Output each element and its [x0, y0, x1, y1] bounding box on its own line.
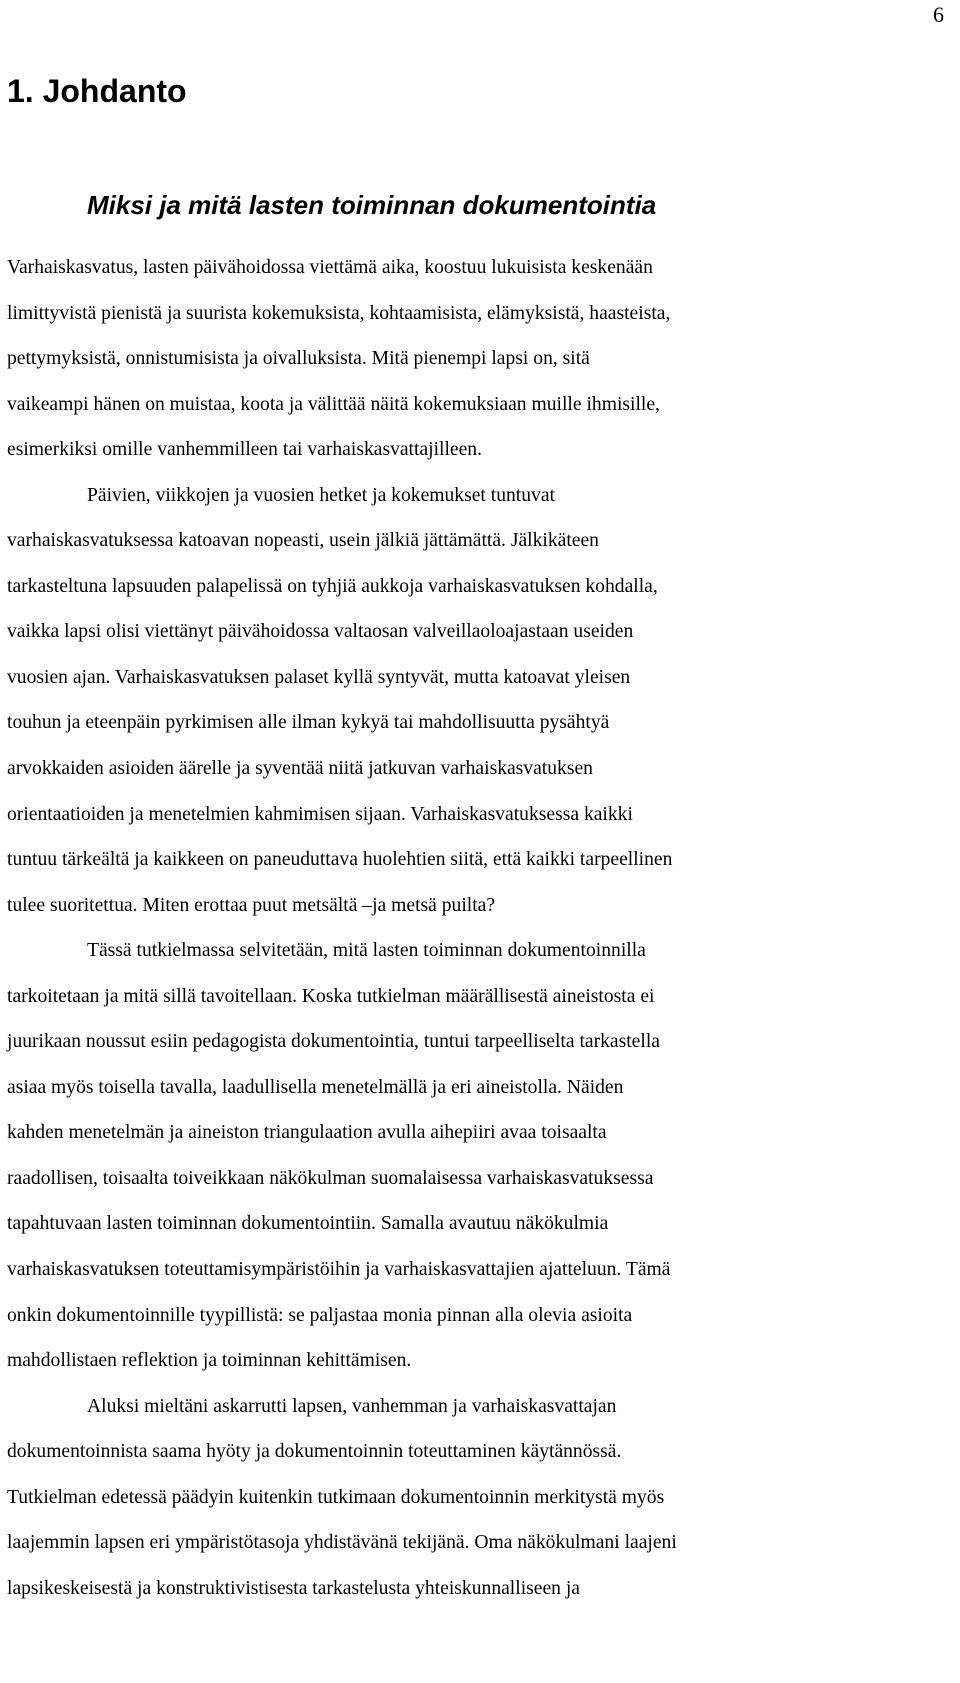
text-line: vuosien ajan. Varhaiskasvatuksen palaset kyllä syntyvät, mutta katoavat yleisen — [7, 666, 631, 688]
section-heading: Miksi ja mitä lasten toiminnan dokumentointia — [87, 190, 657, 220]
text-line: pettymyksistä, onnistumisista ja oivalluksista. Mitä pienempi lapsi on, sitä — [7, 348, 590, 370]
text-line: orientaatioiden ja menetelmien kahmimisen sijaan. Varhaiskasvatuksessa kaikki — [7, 803, 633, 825]
paragraph-4 — [7, 1384, 953, 1612]
text-line: tuntuu tärkeältä ja kaikkeen on paneuduttava huolehtien siitä, että kaikki tarpeellinen — [7, 849, 673, 871]
text-line: varhaiskasvatuksen toteuttamisympäristöihin ja varhaiskasvattajien ajatteluun. Tämä — [7, 1259, 671, 1281]
text-line: vaikka lapsi olisi viettänyt päivähoidossa valtaosan valveillaoloajastaan useiden — [7, 621, 634, 643]
body-text — [7, 245, 953, 1611]
text-line: raadollisen, toisaalta toiveikkaan näkökulman suomalaisessa varhaiskasvatuksessa — [7, 1167, 654, 1189]
text-line: tarkoitetaan ja mitä sillä tavoitellaan. Koska tutkielman määrällisestä aineistosta ei — [7, 985, 655, 1007]
text-line: laajemmin lapsen eri ympäristötasoja yhdistävänä tekijänä. Oma näkökulmani laajeni — [7, 1532, 677, 1554]
text-line: mahdollistaen reflektion ja toiminnan kehittämisen. — [7, 1350, 412, 1372]
text-line: lapsikeskeisestä ja konstruktivistisesta tarkastelusta yhteiskunnalliseen ja — [7, 1577, 580, 1599]
page-number: 6 — [933, 2, 944, 27]
text-line: varhaiskasvatuksessa katoavan nopeasti, usein jälkiä jättämättä. Jälkikäteen — [7, 530, 599, 552]
text-line: limittyvistä pienistä ja suurista kokemuksista, kohtaamisista, elämyksistä, haasteista, — [7, 302, 671, 324]
paragraph-1 — [7, 245, 953, 473]
text-line: arvokkaiden asioiden äärelle ja syventää niitä jatkuvan varhaiskasvatuksen — [7, 758, 593, 780]
text-line: Tässä tutkielmassa selvitetään, mitä lasten toiminnan dokumentoinnilla — [87, 940, 646, 962]
text-line: esimerkiksi omille vanhemmilleen tai varhaiskasvattajilleen. — [7, 439, 483, 461]
paragraph-2 — [7, 473, 953, 928]
text-line: Aluksi mieltäni askarrutti lapsen, vanhemman ja varhaiskasvattajan — [87, 1395, 617, 1417]
text-line: tapahtuvaan lasten toiminnan dokumentointiin. Samalla avautuu näkökulmia — [7, 1213, 609, 1235]
text-line: asiaa myös toisella tavalla, laadullisella menetelmällä ja eri aineistolla. Näiden — [7, 1076, 624, 1098]
text-line: Tutkielman edetessä päädyin kuitenkin tutkimaan dokumentoinnin merkitystä myös — [7, 1486, 665, 1508]
text-line: tarkasteltuna lapsuuden palapelissä on tyhjiä aukkoja varhaiskasvatuksen kohdalla, — [7, 575, 658, 597]
text-line: Päivien, viikkojen ja vuosien hetket ja kokemukset tuntuvat — [87, 484, 555, 506]
text-line: vaikeampi hänen on muistaa, koota ja välittää näitä kokemuksiaan muille ihmisille, — [7, 393, 660, 415]
text-line: onkin dokumentoinnille tyypillistä: se paljastaa monia pinnan alla olevia asioita — [7, 1304, 633, 1326]
text-line: juurikaan noussut esiin pedagogista dokumentointia, tuntui tarpeelliselta tarkastella — [7, 1031, 660, 1053]
text-line: Varhaiskasvatus, lasten päivähoidossa viettämä aika, koostuu lukuisista keskenään — [7, 257, 653, 278]
text-line: touhun ja eteenpäin pyrkimisen alle ilman kykyä tai mahdollisuutta pysähtyä — [7, 712, 610, 734]
text-line: tulee suoritettua. Miten erottaa puut metsältä –ja metsä puilta? — [7, 894, 496, 916]
text-line: kahden menetelmän ja aineiston triangulaation avulla aihepiiri avaa toisaalta — [7, 1122, 607, 1144]
text-line: dokumentoinnista saama hyöty ja dokumentoinnin toteuttaminen käytännössä. — [7, 1441, 622, 1463]
paragraph-3 — [7, 928, 953, 1383]
chapter-heading: 1. Johdanto — [7, 73, 187, 109]
